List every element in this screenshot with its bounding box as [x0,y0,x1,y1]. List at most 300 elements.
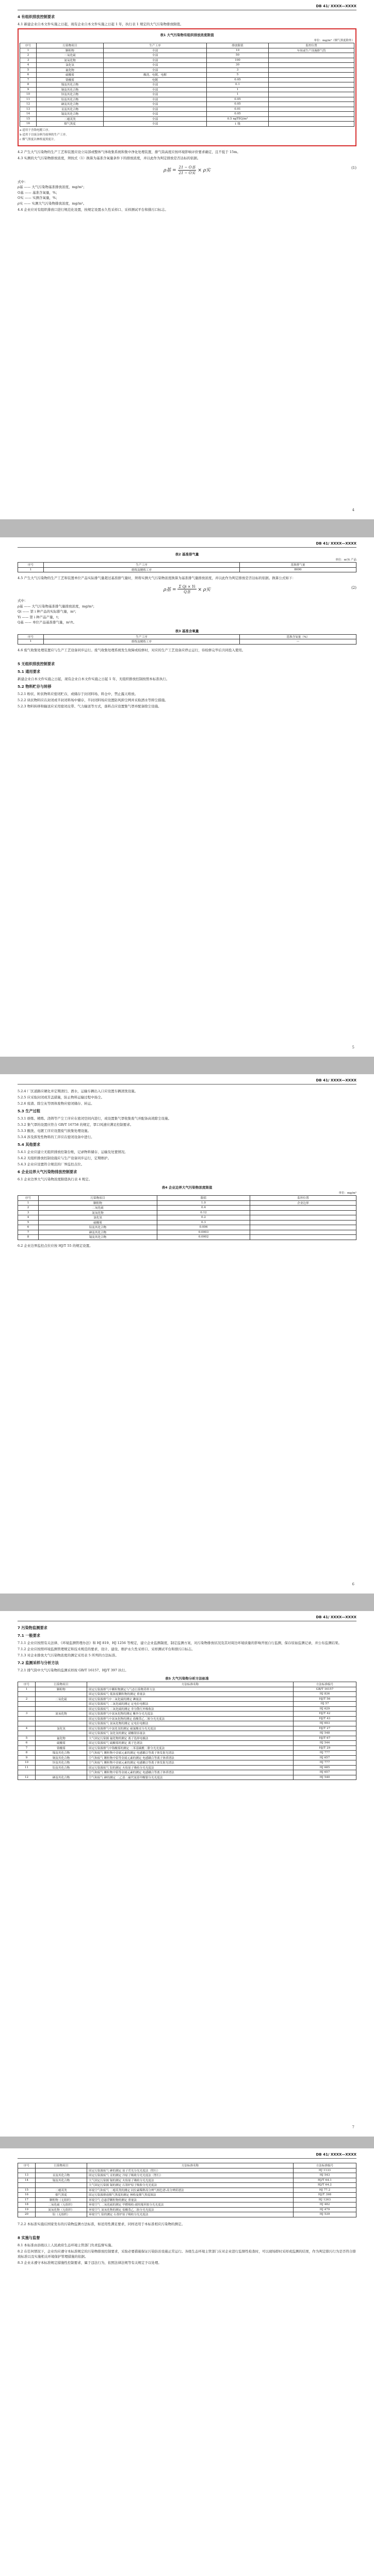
paragraph: 5.3.1 熔炼、精炼、浇铸等产尘工序应在密闭空间内进行，或设置集气罩收集废气并配备高效除尘设施。 [18,1116,172,1121]
section-heading: 7 污染物监测要求 [18,1625,47,1630]
table-row [18,2207,356,2212]
table-cell: 砷及其化合物 [39,1230,157,1235]
table-row [20,87,354,92]
table-caption: 表3 基准含氧量 [175,629,199,633]
paragraph: 5.2.4 厂区道路应硬化并定期清扫、洒水，运输车辆出入口应设置车辆清洗设施。 [18,1089,138,1093]
table-cell: 1 级 [207,122,269,127]
table-cell: 二噁英类 [37,116,104,122]
table-row [18,1687,356,1692]
table-cell: 大气固定污染源 镉的测定 石墨炉原子吸收分光光度法 [87,2183,294,2188]
subsection-heading: 5.3 生产过程 [18,1109,40,1113]
table-cell: 5 [207,73,269,78]
table-cell: 13 [18,2173,36,2178]
emission-limits-table [20,43,354,127]
table-cell: HJ/T 56 [294,1697,356,1702]
table-cell: 汞及其化合物 [37,107,104,112]
table-body [20,48,354,126]
table-cell: HJ 57 [294,1702,356,1707]
legend-item: ρ实 —— 实测大气污染物排放浓度，mg/m³。 [18,201,87,206]
table-cell [250,1230,356,1235]
page-header: DB 41/ XXXX—XXXX [18,1078,356,1084]
table-cell: 二氧化硫（无组织） [36,2202,87,2208]
table-cell: 1 [18,567,44,572]
table-cell: 7 [20,77,37,82]
table-cell: 全部 [104,58,207,63]
table-cell: HJ 539 [294,2212,356,2217]
table-cell: 0.05 [207,102,269,107]
formula-lhs: ρ基 = [163,587,176,592]
table-cell: 11 [18,1765,36,1770]
paragraph: 8.2 在任何情况下，企业均应遵守本标准规定的污染物排放控制要求，采取必要措施保证污染防治设施正常运行。各级生态环境主管部门在对企业进行监督性检查时，可以现场即时采样或监测的结果，作为判定排污行为是否符合排放标准以及实施相关环境保护管理措施的依据。 [18,2249,356,2259]
table-cell [269,63,354,68]
table-cell: 车间或生产设施排气筒 [269,48,354,53]
paragraph: 5.4.3 企业应设置符合规范的厂界监控点位。 [18,1162,85,1166]
table-cell [36,2183,87,2188]
subsection-heading: 5.4 其他要求 [18,1142,40,1147]
table-cell: 固定污染源排气中氮氧化物的测定 紫外分光光度法 [87,1711,294,1717]
table-cell: 10 [18,1760,36,1766]
table-cell: 固定污染源废气 低浓度颗粒物的测定 重量法 [87,1692,294,1697]
table-header-cell: 序号 [18,1196,39,1201]
table-row [18,2202,356,2208]
table-cell: 19 [18,2207,36,2212]
table-cell: 0.006 [157,1225,250,1230]
table-row [18,1751,356,1756]
paragraph: 5.3.4 涉及挥发性物料的工序应在密闭设备中进行。 [18,1135,94,1139]
table-cell: HJ 543 [294,2173,356,2178]
table-header-cell: 监控位置 [250,1196,356,1201]
table-cell: HJ 482 [294,2202,356,2208]
table-cell [269,73,354,78]
table-cell: 氯化氢 [39,1215,157,1221]
table-row [18,1692,356,1697]
table-cell [269,122,354,127]
table-cell [250,1220,356,1225]
table-cell [36,1692,87,1697]
table-cell: 12 [20,102,37,107]
table-cell: 全部 [104,67,207,73]
subsection-heading: 5.1 通用要求 [18,669,40,674]
table-header-cell: 序号 [18,563,44,568]
table-cell: 0.0003 [157,1230,250,1235]
section-heading: 8 实施与监督 [18,2235,40,2240]
equation-number: (1) [351,165,356,170]
legend-item: ρ基 —— 大气污染物基准排气量排放浓度，mg/m³； [18,604,96,608]
document-page-3 [0,1074,374,1594]
paragraph: 5.2.2 块状物料应在封闭或半封闭料场中储存，半封闭料场应设置防风抑尘网并采取洒水等抑尘措施。 [18,698,168,702]
table-cell: 固定污染源排气中二氧化硫的测定 碘量法 [87,1697,294,1702]
table-cell: 1.0 [157,1200,250,1206]
page-header: DB 41/ XXXX—XXXX [18,2153,356,2159]
table-cell: HJ/T 67 [294,1736,356,1741]
table-row [18,1220,356,1225]
table-row [18,1760,356,1766]
table-cell: HJ 657 [294,1755,356,1760]
table-cell: 铅及其化合物 [37,97,104,102]
table-cell: 固定污染源排气中铬酸雾的测定 二苯基碳酰二肼分光光度法 [87,1745,294,1751]
table-cell: 8000 [240,567,356,572]
table-row [20,107,354,112]
table-header-cell: 方法标准编号 [294,1682,356,1687]
table-row [20,58,354,63]
table-cell: 15 [18,2188,36,2193]
table-cell: 镍及其化合物 [36,1751,87,1756]
table-body [18,2168,356,2217]
table-header-cell: 污染物项目 [39,1196,157,1201]
table-cell: 5 [18,1736,36,1741]
table-row [18,2178,356,2183]
table-cell [18,1716,36,1721]
table-cell: 空气和废气 砷的测定 二乙基二硫代氨基甲酸银分光光度法 [87,1775,294,1780]
paragraph: 5.2.1 粉状、粒状物料应密闭贮存，或储存于封闭料场、料仓中，禁止露天堆放。 [18,691,138,696]
table-cell: 0.4 [157,1206,250,1211]
table-cell: 9 [18,1755,36,1760]
paragraph: 4.1 新建企业自本文件实施之日起，现有企业自本文件实施之日起 1 年，执行表 1 规定的大气污染物排放限值。 [18,22,184,26]
table-cell: 全部 [104,97,207,102]
table-cell: 6 [20,73,37,78]
table-cell: 固定污染源废气 铅的测定 火焰原子吸收分光光度法 [87,1765,294,1770]
table-cell: 固定污染源排气中颗粒物测定与气态污染物采样方法 [87,1687,294,1692]
table-cell [18,1702,36,1707]
analysis-methods-table-continued [18,2163,356,2217]
table-cell: HJ 777 [294,1751,356,1756]
table-header-cell: 生产工序 [44,634,240,639]
table-cell [250,1215,356,1221]
table-cell [269,102,354,107]
table-row [20,102,354,107]
paragraph: 5.2.5 应采取封闭或苫盖措施，防止物料运输过程中扬尘。 [18,1095,105,1099]
table-cell: 8 [18,1751,36,1756]
table-cell: 烟气黑度 [36,2193,87,2198]
page-number: 7 [352,2125,354,2129]
table-cell: 二氧化硫 [36,1697,87,1702]
table-cell: 镉及其化合物 [36,2178,87,2183]
table-cell [36,1731,87,1736]
table-cell [18,1770,36,1775]
legend-item: Qi —— 第 i 种产品的实际排气量，m³； [18,609,78,614]
table-cell: 0.0002 [157,1235,250,1240]
table-row [18,1755,356,1760]
table-row [18,1206,356,1211]
table-cell: 6 [18,1225,39,1230]
table-cell: 全部 [104,107,207,112]
table-cell: 汞及其化合物 [36,2173,87,2178]
table-cell: 全部 [104,48,207,53]
table-row [18,1745,356,1751]
table-cell: 5 [20,67,37,73]
table-row [18,2188,356,2193]
table-cell: HJ/T 64.2 [294,2183,356,2188]
table-cell: 4 [20,63,37,68]
table-cell: 熔炼及精炼工序 [44,567,240,572]
table-row [18,2168,356,2173]
table-cell: 大气固定污染源 镉的测定 火焰原子吸收分光光度法 [87,2178,294,2183]
document-page-4 [0,1611,374,2137]
table-cell: 6 [18,1741,36,1746]
section-heading: 5 无组织排放控制要求 [18,661,55,666]
paragraph: 4.2 产生大气污染物的生产工艺和装置应设立局部或整体气体收集系统和集中净化处理装置，排气筒高度应按环境影响评价要求确定，且不低于 15m。 [18,149,240,154]
table-cell: 铜及其化合物 [37,87,104,92]
table-cell: GB/T 16157 [294,1687,356,1692]
table-cell: 二氧化硫 [39,1206,157,1211]
table-unit: 单位：mg/m³（烟气黑度除外） [314,39,354,42]
table-cell: HJ 685 [294,1765,356,1770]
table-row [20,97,354,102]
document-page-2 [0,537,374,1057]
table-cell: 镉及其化合物 [39,1235,157,1240]
table-cell: 全部 [104,63,207,68]
table-row [18,1210,356,1215]
table-cell: 砷及其化合物 [36,1775,87,1780]
paragraph: 8.1 本标准由县级以上人民政府生态环境主管部门负责监督实施。 [18,2243,115,2247]
formula-fraction [178,165,197,176]
table-cell [269,53,354,58]
legend-item: ρ基 —— 大气污染物基准排放浓度，mg/m³； [18,185,87,189]
subsection-heading: 5.2 物料贮存与转移 [18,684,52,689]
table-row [18,2193,356,2198]
table-cell: 环境空气 铅的测定 石墨炉原子吸收分光光度法 [87,2212,294,2217]
table-cell: 全部 [104,92,207,97]
table-row [18,2183,356,2188]
table-cell: 5 [18,1220,39,1225]
table-cell: 固定污染源废气 二氧化硫的测定 定电位电解法 [87,1702,294,1707]
table-cell: HJ/T 29 [294,1745,356,1751]
table-row [18,1711,356,1717]
table-cell [269,87,354,92]
table-row [18,1215,356,1221]
table-cell: 7 [18,1745,36,1751]
table-cell: 固定污染源废气 氯化氢的测定 硝酸银容量法 [87,1731,294,1736]
table-cell [269,112,354,117]
table-cell: 1 [18,1200,39,1206]
table-cell: 电镀 [104,77,207,82]
table-cell: 铅及其化合物 [39,1225,157,1230]
table-cell: 1 [207,87,269,92]
table-cell: 镉及其化合物 [37,112,104,117]
table-cell: 10 [207,48,269,53]
paragraph: 7.1.2 企业应按照环境监测管理规定和技术规范的要求，设计、建设、维护永久性采样口、采样测试平台和排污口标志。 [18,1647,195,1651]
table-cell: 氟化物 [36,1736,87,1741]
table-header-cell: 序号 [18,634,44,639]
table-cell: 固定污染源排气中氯化氢的测定 硫氰酸汞分光光度法 [87,1726,294,1731]
table-cell: 10 [20,92,37,97]
table-caption: 表1 大气污染物有组织排放浓度限值 [160,33,214,37]
formula-denominator: Q基 [184,590,190,594]
table-cell: 0.05 [207,97,269,102]
paragraph: 6.2 企业边界监控点位应按 HJ/T 55 的规定设置。 [18,1243,93,1248]
table-row [20,53,354,58]
table-cell: — [240,639,356,645]
table-cell [250,1206,356,1211]
table-cell: HJ 1133 [294,2168,356,2173]
table-cell: HJ 548 [294,1731,356,1736]
table-cell: 全部 [104,102,207,107]
formula-numerator: 21 − O基 [178,165,196,170]
table-cell: 全部 [104,116,207,122]
table-cell: 固定污染源废气 汞的测定 冷原子吸收分光光度法（暂行） [87,2173,294,2178]
table-row [20,112,354,117]
table-cell: HJ/T 43 [294,1716,356,1721]
table-row [18,1706,356,1711]
page-header: DB 41/ XXXX—XXXX [18,1615,356,1621]
table-cell: 环境空气 氮氧化物的测定 盐酸萘乙二胺分光光度法 [87,2207,294,2212]
table-cell: 3 [20,58,37,63]
table-cell: 1 [207,92,269,97]
table-header-cell: 生产工序 [104,43,207,48]
table-cell: 锌及其化合物 [36,1760,87,1766]
formula-legend [18,599,356,625]
table-cell: 烟气黑度 [37,122,104,127]
table-row [18,1731,356,1736]
table-cell: HJ 540 [294,1775,356,1780]
table-header-cell: 方法标准名称 [87,1682,294,1687]
table-cell: 空气和废气 颗粒物中铅等金属元素的测定 电感耦合等离子体质谱法 [87,1755,294,1760]
subsection-heading: 7.1 一般要求 [18,1633,40,1638]
table-cell [36,1702,87,1707]
table-cell: 氯化氢 [36,1726,87,1731]
table-cell: 0.12 [157,1210,250,1215]
table-row [20,116,354,122]
table-cell: 铅及其化合物 [36,1765,87,1770]
table-header-cell: 方法标准编号 [294,2163,356,2168]
table-cell: 固定污染源废气 砷的测定 原子荧光分光光度法（暂行） [87,2168,294,2173]
table-row [18,1736,356,1741]
table-row [18,1775,356,1780]
table-row [18,2197,356,2202]
table-cell: 1 [18,639,44,645]
table-caption: 表2 基准排气量 [175,552,199,556]
legend-label: 式中： [18,179,28,184]
table-cell: 环境空气 二氧化硫的测定 甲醛吸收-副玫瑰苯胺分光光度法 [87,2202,294,2208]
boundary-limits-table [18,1195,356,1240]
table-cell: 氮氧化物 [39,1210,157,1215]
table-cell: 环境空气 总悬浮颗粒物的测定 重量法 [87,2197,294,2202]
table-cell: 铜及其化合物 [36,1755,87,1760]
table-cell: 氮氧化物 [36,1711,87,1717]
table-cell [269,97,354,102]
table-row [18,1225,356,1230]
table-cell: 氯化氢 [37,63,104,68]
table-cell: HJ 77.2 [294,2188,356,2193]
table-cell: 空气和废气 颗粒物中金属元素的测定 电感耦合等离子体发射光谱法 [87,1760,294,1766]
table-unit: 单位：mg/m³ [338,1192,356,1195]
table-note: a 适用于含铬电镀工序。 [20,128,52,132]
table-cell: 固定污染源排气中氮氧化物的测定 盐酸萘乙二胺分光光度法 [87,1716,294,1721]
table-cell: 1 [18,1687,36,1692]
table-cell: HJ 1263 [294,2197,356,2202]
table-row [18,1741,356,1746]
table-cell: 17 [18,2197,36,2202]
table-cell: 0.01 [207,107,269,112]
table-header-cell: 污染物项目 [36,2163,87,2168]
table-cell [18,1731,36,1736]
table-row [18,1721,356,1726]
table-cell: 15 [20,116,37,122]
formula-legend [18,180,356,207]
table-header-cell: 序号 [18,2163,36,2168]
table-cell: 8 [20,82,37,88]
table-cell: 铬酸雾 [36,1745,87,1751]
table-caption: 表4 企业边界大气污染物浓度限值 [161,1185,213,1190]
paragraph: 4.6 废气收集处理装置应与生产工艺设备同步运行。废气收集处理系统发生故障或检修时，对应的生产工艺设备应停止运行，待检修完毕后共同投入使用。 [18,648,246,652]
paragraph: 5.4.2 无组织排放控制设施应与生产设备同步运行，定期维护。 [18,1156,111,1160]
table-note: b 适用于以废杂料为原料的生产工序。 [20,133,69,137]
table-row [18,567,356,572]
table-cell: HJ 777 [294,1760,356,1766]
page-number: 5 [352,1045,354,1049]
paragraph: 6.1 企业边界大气污染物浓度限值执行表 4 规定。 [18,1177,92,1181]
table-cell: 氮氧化物 [37,58,104,63]
paragraph: 5.3.3 酸洗、电镀工序应设置废气收集处理设施。 [18,1129,91,1133]
paragraph: 8.3 企业未遵守本标准规定措施性控制要求，属于违法行为，依照法律法规等有关规定予以处理。 [18,2260,161,2265]
table-header-cell: 排放限值 [207,43,269,48]
table-row [18,1702,356,1707]
equation-number: (2) [351,586,356,590]
table-cell: 3 [207,67,269,73]
table-row [20,48,354,53]
table-cell: 氮氧化物（无组织） [36,2207,87,2212]
table-row [20,73,354,78]
table-cell: 14 [18,2178,36,2183]
legend-label: 式中： [18,599,28,603]
table-cell: 9 [20,87,37,92]
table-cell: 颗粒物 [37,48,104,53]
formula-1 [18,165,356,176]
table-cell [36,2168,87,2173]
table-note: c 烟气黑度以林格曼黑度计。 [20,138,57,141]
table-cell [18,1721,36,1726]
table-row [18,1200,356,1206]
table-cell: 0.05 [207,112,269,117]
table-cell: 砷及其化合物 [37,102,104,107]
table-header-cell: 基准排气量 [240,563,356,568]
legend-item: O实 —— 实测含氧量，%； [18,196,59,200]
table-cell [18,1692,36,1697]
table-cell: 固定污染源排放烟气黑度的测定 林格曼烟气黑度图法 [87,2193,294,2198]
table-row [20,122,354,127]
paragraph: 5.2.6 废渣、除尘灰等固体废物应密闭储存、转运。 [18,1101,94,1106]
table-cell: 7 [18,1230,39,1235]
paragraph: 4.5 产生大气污染物的生产工艺和装置单位产品实际排气量超过基准排气量时，须将实测大气污染物浓度换算为基准排气量排放浓度，并以此作为判定排放是否达标的依据。换算公式如下： [18,576,296,580]
table-cell: HJ 479 [294,2207,356,2212]
table-cell: 固定污染源废气 二氧化硫的测定 非分散红外吸收法 [87,1706,294,1711]
table-row [20,63,354,68]
table-cell: 全部 [104,53,207,58]
base-oxygen-table [18,634,356,645]
paragraph: 4.4 企业应对有组织排放口进行规范化设置，按规定设置永久性采样口、采样测试平台和排污口标志。 [18,208,168,212]
paragraph: 新建企业自本文件实施之日起，现有企业自本文件实施之日起 1 年，无组织排放控制按照本标准执行。 [18,676,170,681]
table-cell: 3 [18,1711,36,1717]
document-page-5 [0,2148,374,2576]
table-row [18,1697,356,1702]
table-cell: HJ 544 [294,1741,356,1746]
table-cell [250,1225,356,1230]
table-row [20,67,354,73]
table-body [18,1687,356,1780]
table-cell [269,67,354,73]
paragraph: 7.2.1 排气筒中大气污染物的监测采样按 GB/T 16157、HJ/T 397 执行。 [18,1668,128,1672]
table-cell: 11 [20,97,37,102]
table-caption: 表5 大气污染物分析方法标准 [165,1676,209,1681]
table-header-cell: 生产工序 [44,563,240,568]
table-cell [36,1706,87,1711]
table-header-cell: 污染物项目 [37,43,104,48]
table-cell: 固定污染源废气 氮氧化物的测定 定电位电解法 [87,1721,294,1726]
table-cell [269,116,354,122]
section-heading: 4 有组织排放控制要求 [18,14,55,19]
table-cell: 锌及其化合物 [37,92,104,97]
table-cell: 20 [18,2212,36,2217]
